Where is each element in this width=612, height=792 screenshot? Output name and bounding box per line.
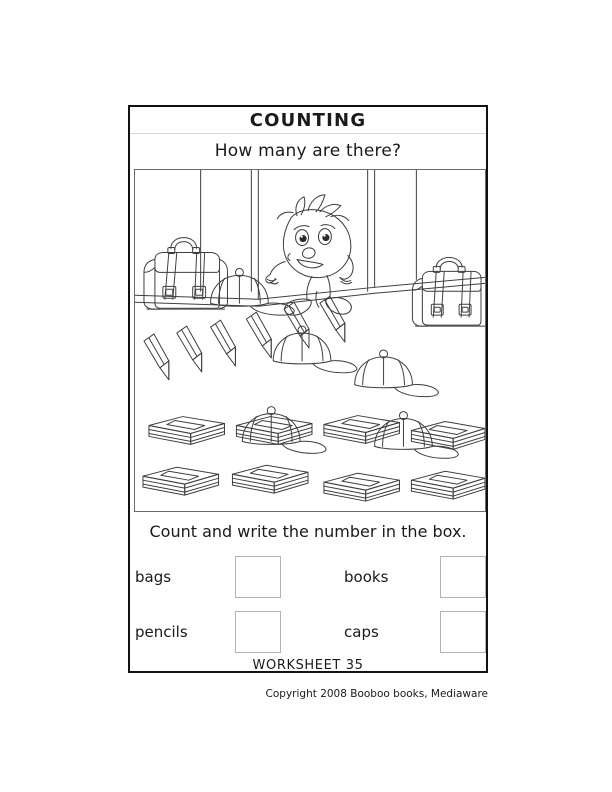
book-6	[232, 465, 308, 493]
answer-grid	[130, 550, 486, 655]
book-2	[236, 417, 312, 445]
book-8	[411, 471, 485, 499]
title-block	[130, 107, 486, 134]
answer-box-books[interactable]	[440, 556, 486, 598]
book-1	[149, 417, 225, 445]
instruction-text: Count and write the number in the box.	[149, 521, 467, 541]
pencil-2	[177, 326, 202, 372]
answer-item-books	[344, 553, 486, 601]
answer-row	[130, 553, 486, 601]
answer-box-caps[interactable]	[440, 611, 486, 653]
counting-scene-illustration	[135, 170, 485, 511]
book-3	[324, 416, 400, 444]
answer-box-bags[interactable]	[235, 556, 281, 598]
answer-box-pencils[interactable]	[235, 611, 281, 653]
book-4	[411, 422, 485, 450]
pencil-1	[144, 334, 169, 380]
answer-item-bags	[135, 553, 281, 601]
pencil-4	[246, 312, 271, 358]
pencil-6	[320, 296, 345, 342]
schoolbag-right	[412, 257, 485, 326]
cap-4	[242, 407, 326, 454]
answer-label-bags: bags	[135, 568, 172, 586]
subtitle-block	[130, 135, 486, 167]
illustration-panel	[134, 169, 486, 512]
book-5	[143, 467, 219, 495]
page-title: COUNTING	[249, 109, 367, 131]
pencil-5	[284, 302, 309, 348]
answer-item-caps	[344, 608, 486, 656]
schoolbag-left	[144, 238, 228, 310]
page-subtitle: How many are there?	[214, 141, 402, 161]
answer-row	[130, 608, 486, 656]
answer-label-caps: caps	[344, 623, 379, 641]
pencil-3	[211, 320, 236, 366]
answer-item-pencils	[135, 608, 281, 656]
copyright-line: Copyright 2008 Booboo books, Mediaware	[265, 688, 488, 700]
instruction-block	[130, 517, 486, 545]
worksheet-number: WORKSHEET 35	[252, 658, 364, 673]
answer-label-pencils: pencils	[135, 623, 188, 641]
worksheet-frame	[128, 105, 488, 673]
cap-3	[355, 350, 439, 397]
answer-label-books: books	[344, 568, 389, 586]
book-7	[324, 473, 400, 501]
